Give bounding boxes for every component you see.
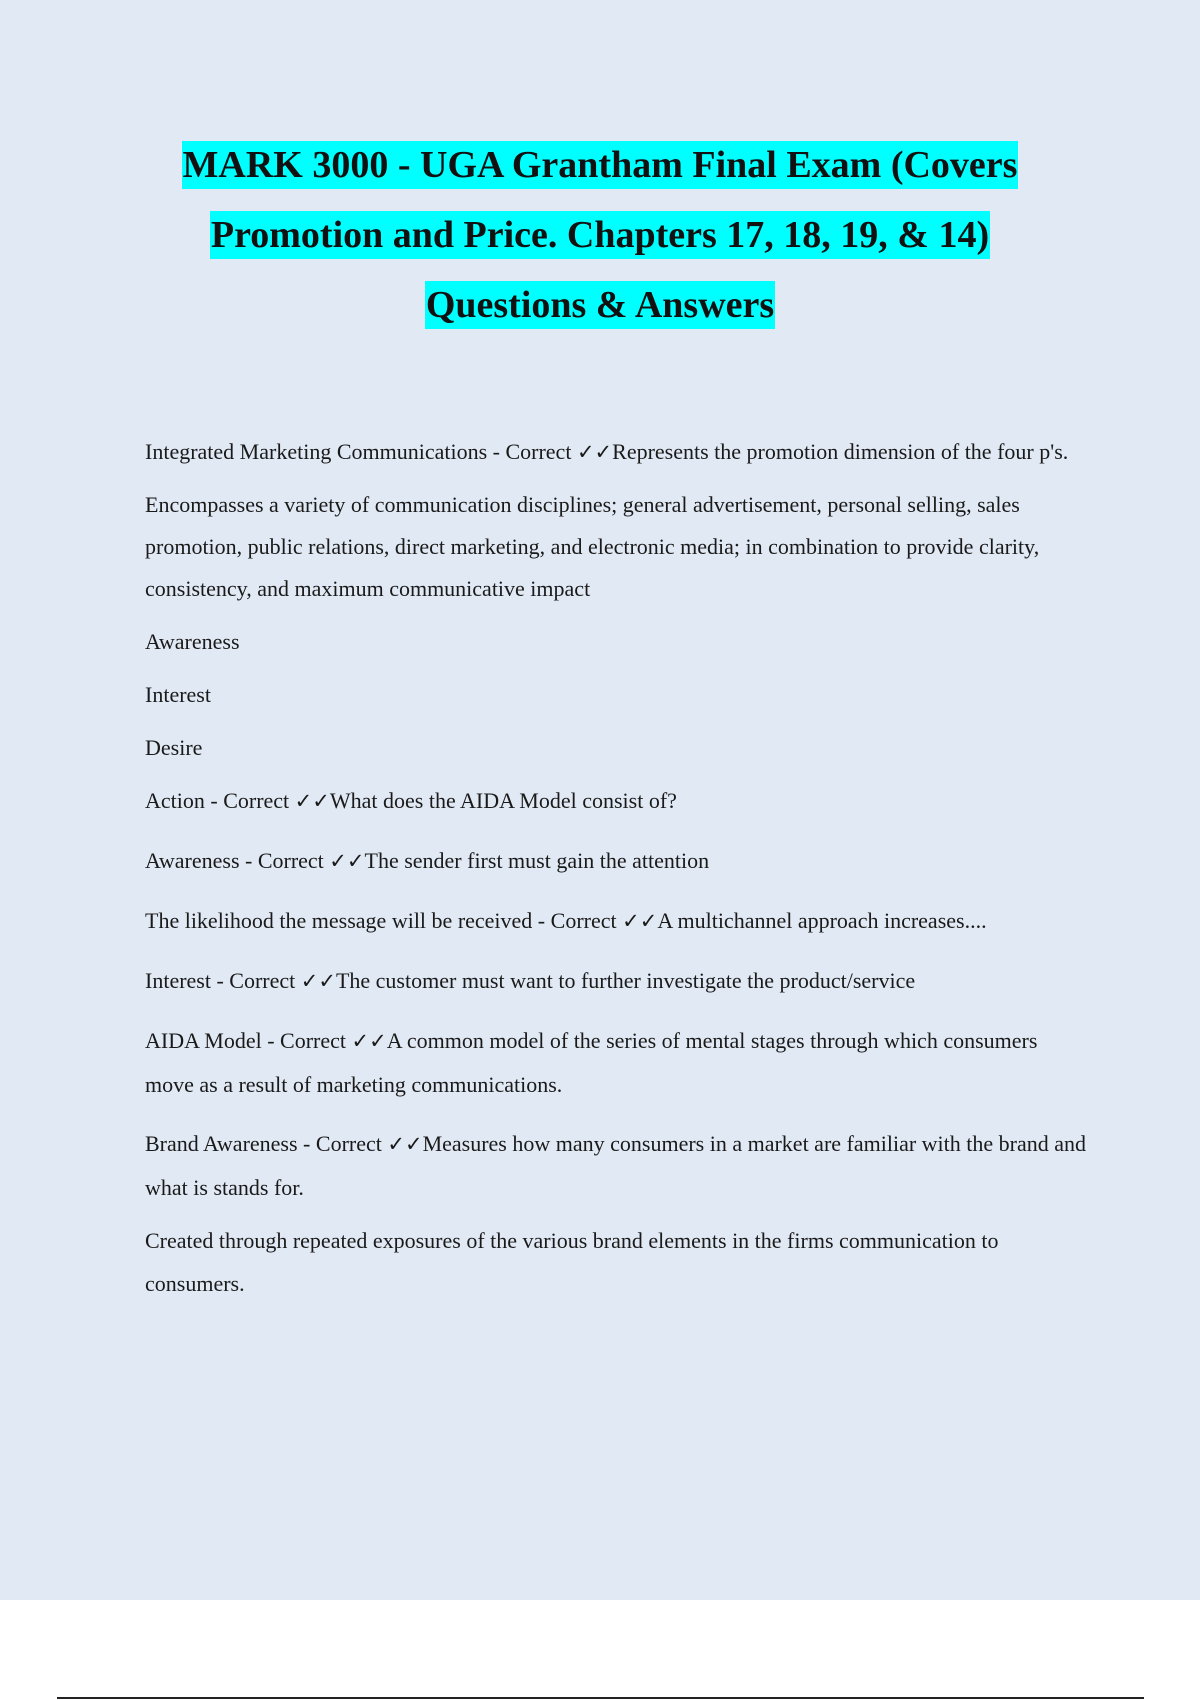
entry-term: Awareness - [145, 848, 258, 873]
double-check-icon: ✓✓ [294, 789, 330, 813]
qa-paragraph-imc-description: Encompasses a variety of communication disciplines; general advertisement, personal selling, sales promotion, public relations, direct marketing, and electronic media; in combination to provide clarity, consistency, and maximum communicative impact [145, 492, 1040, 601]
qa-entry-aida-model [145, 1019, 1090, 1106]
title-line-3 [0, 278, 1200, 348]
entry-definition: A common model of the series of mental stages through which consumers move as a result of marketing communications. [145, 1028, 1038, 1097]
double-check-icon: ✓✓ [576, 440, 613, 464]
qa-entry-message-likelihood [145, 899, 1090, 943]
title-line-3-text: Questions & Answers [425, 281, 775, 329]
entry-definition: A multichannel approach increases.... [657, 908, 987, 933]
qa-entry-brand-awareness [145, 1122, 1090, 1209]
title-line-2 [0, 208, 1200, 278]
entry-term: The likelihood the message will be received - [145, 908, 551, 933]
entry-correct-label: Correct [229, 968, 301, 993]
entry-definition: The customer must want to further investigate the product/service [335, 968, 916, 993]
qa-entry-interest [145, 959, 1090, 1003]
entry-definition: Measures how many consumers in a market are familiar with the brand and what is stands for. [145, 1131, 1087, 1200]
entry-definition: What does the AIDA Model consist of? [329, 788, 677, 813]
footer-divider [57, 1697, 1144, 1699]
entry-correct-label: Correct [505, 439, 577, 464]
title-line-2-text: Promotion and Price. Chapters 17, 18, 19, & 14) [210, 211, 990, 259]
entry-correct-label: Correct [315, 1131, 388, 1156]
qa-entry-integrated-marketing-communications [145, 430, 1090, 474]
entry-term: Brand Awareness - [145, 1131, 316, 1156]
document-title [0, 138, 1200, 348]
title-line-1 [0, 138, 1200, 208]
entry-term: Interest - [145, 968, 230, 993]
qa-entry-action [145, 779, 1090, 823]
title-line-1-text: MARK 3000 - UGA Grantham Final Exam (Covers [182, 141, 1019, 189]
qa-paragraph-brand-awareness-creation: Created through repeated exposures of the various brand elements in the firms communication to consumers. [145, 1228, 999, 1296]
entry-correct-label: Correct [223, 788, 295, 813]
double-check-icon: ✓✓ [351, 1029, 387, 1053]
entry-term: AIDA Model - [145, 1028, 281, 1053]
entry-correct-label: Correct [280, 1028, 352, 1053]
entry-correct-label: Correct [550, 908, 623, 933]
qa-entry-awareness [145, 839, 1090, 883]
double-check-icon: ✓✓ [329, 849, 365, 873]
double-check-icon: ✓✓ [622, 909, 658, 933]
qa-line-awareness: Awareness [145, 629, 240, 654]
entry-term: Action - [145, 788, 224, 813]
entry-definition: The sender first must gain the attention [364, 848, 710, 873]
qa-line-desire: Desire [145, 735, 203, 760]
entry-correct-label: Correct [257, 848, 330, 873]
double-check-icon: ✓✓ [387, 1132, 423, 1156]
entry-definition: Represents the promotion dimension of the four p's. [612, 439, 1069, 464]
entry-term: Integrated Marketing Communications - [145, 439, 506, 464]
qa-content [145, 430, 1090, 1305]
qa-line-interest: Interest [145, 682, 211, 707]
double-check-icon: ✓✓ [300, 969, 336, 993]
